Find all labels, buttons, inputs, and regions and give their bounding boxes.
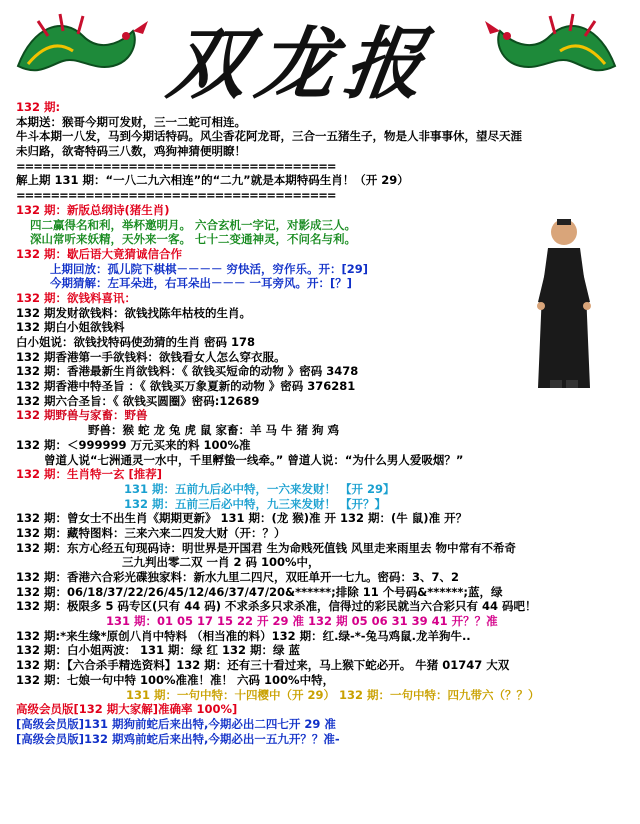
text-line: 深山常听来妖精，天外来一客。 七十二变通神灵，不问名与利。 — [30, 232, 357, 247]
text-line: 132 期：06/18/37/22/26/45/12/46/37/47/20&******;排除 11 个号码&******;蓝，绿 — [16, 584, 503, 599]
text-line: [高级会员版]132 期鸡前蛇后来出特,今期必出一五九开？？准- — [16, 731, 340, 746]
text-line: 132 期：香港最新生肖欲钱料：《 欲钱买短命的动物 》密码 3478 — [16, 364, 359, 379]
text-line: 132 期：【六合杀手精选资料】132 期：还有三十看过来，马上猴下蛇必开。 牛猪 01747 大双 — [16, 658, 510, 673]
text-line: 野兽：猴 蛇 龙 兔 虎 鼠 家畜：羊 马 牛 猪 狗 鸡 — [88, 423, 340, 438]
text-line: 解上期 131 期：“一八二九六相连”的“二九”就是本期特码生肖！（开 29） — [16, 173, 409, 188]
text-line: 132 期：东方心经五句现码诗：明世界是开国君 生为命贱死值钱 风里走来雨里去 物中常有不希奇 — [16, 540, 517, 555]
text-line: 132 期:*来生缘*原创八肖中特料 （相当准的料）132 期：红.绿-*-兔马鸡鼠.龙羊狗牛.. — [16, 628, 471, 643]
text-line: 132 期：曾女士不出生肖《期期更新》 131 期：(龙 猴)准 开 132 期：(牛 鼠)准 开？ — [16, 511, 468, 526]
text-line: 132 期：新版总纲诗(猪生肖) — [16, 202, 170, 217]
text-line: 132 期: — [16, 100, 61, 114]
text-line: 132 期：生肖特一玄 [推荐] — [16, 467, 163, 482]
text-line: [高级会员版]131 期狗前蛇后来出特,今期必出二四七开 29 准 — [16, 716, 336, 731]
text-line: 三九判出零二双 一肖 2 码 100%中， — [122, 555, 320, 570]
text-line: 132 期：藏特图料：三来六来二四发大财（开：？） — [16, 525, 286, 540]
text-line: ===================================== — [16, 188, 336, 203]
text-line: 132 期香港中特圣旨 ：《 欲钱买万象夏新的动物 》密码 376281 — [16, 379, 356, 394]
dragon-icon — [8, 6, 158, 86]
text-line: 132 期：香港六合彩光碟独家料：新水九里二四尺，双旺单开一七九。密码：3、7、2 — [16, 570, 460, 584]
text-line: 132 期：七娘一句中特 100%准准！准！ 六码 100%中特， — [16, 672, 335, 687]
text-line: 131 期：一句中特：十四樱中（开 29） 132 期：一句中特：四九带六（？？） — [126, 687, 540, 702]
dragon-icon — [475, 6, 625, 86]
text-line: 上期回放：孤儿院下棋棋－－－－ 穷快活，穷作乐。开：[29] — [50, 261, 369, 276]
text-line: 132 期白小姐欲钱料 — [16, 320, 125, 335]
text-line: 132 期：歇后语大竟猜诚信合作 — [16, 246, 183, 261]
text-line: 牛斗本期一八发，马到今期话特码。风尘香花阿龙哥，三合一五猪生子，物是人非事事休，望尽天涯 — [16, 129, 522, 144]
text-line: 131 期：五前九后必中特，一六来发财！ 【开 29】 — [124, 481, 395, 496]
text-line: 132 期香港第一手欲钱料：欲钱看女人怎么穿衣服。 — [16, 349, 286, 364]
text-line: 132 期发财欲钱料：欲钱找陈年枯枝的生肖。 — [16, 305, 252, 320]
text-line: 未归路，欲寄特码三八数，鸡狗神猜便明瞭！ — [16, 144, 246, 159]
text-line: 132 期野兽与家畜：野兽 — [16, 408, 148, 423]
text-line: 本期送：猴哥今期可发财，三一二蛇可相连。 — [16, 114, 246, 129]
text-line: 132 期：五前三后必中特，九三来发财！ 【开？】 — [124, 496, 387, 511]
text-line: ===================================== — [16, 158, 336, 173]
text-line: 132 期：白小姐两波： 131 期：绿 红 132 期：绿 蓝 — [16, 643, 301, 658]
text-line: 132 期：欲钱料喜讯： — [16, 290, 137, 305]
text-line: 高级会员版[132 期大家解]准确率 100%] — [16, 702, 238, 717]
text-line: 白小姐说：欲钱找特码使劲猜的生肖 密码 178 — [16, 335, 256, 349]
text-line: 曾道人说“七洲通灵一水中，千里孵蛰一线牵。” 曾道人说：“为什么男人爱吸烟？” — [44, 452, 464, 467]
text-line: 132 期六合圣旨：《 欲钱买圆圈》密码:12689 — [16, 393, 260, 408]
text-line: 132 期：极限多 5 码专区(只有 44 码) 不求杀多只求杀准，信得过的彩民就当六合彩只有 44 码吧！ — [16, 599, 537, 614]
content-body — [16, 100, 626, 746]
text-line: 131 期：01 05 17 15 22 开 29 准 132 期 05 06 31 39 41 开？？准 — [106, 614, 498, 629]
banner-title: 双龙报 — [162, 19, 440, 110]
text-line: 132 期：＜999999 万元买来的料 100%准 — [16, 437, 251, 452]
text-line: 四二赢得名和利，举杯邀明月。 六合玄机一字记，对影成三人。 — [30, 217, 357, 232]
text-line: 今期猜解：左耳朵进，右耳朵出－－－ 一耳旁风。开：[？] — [50, 276, 353, 291]
